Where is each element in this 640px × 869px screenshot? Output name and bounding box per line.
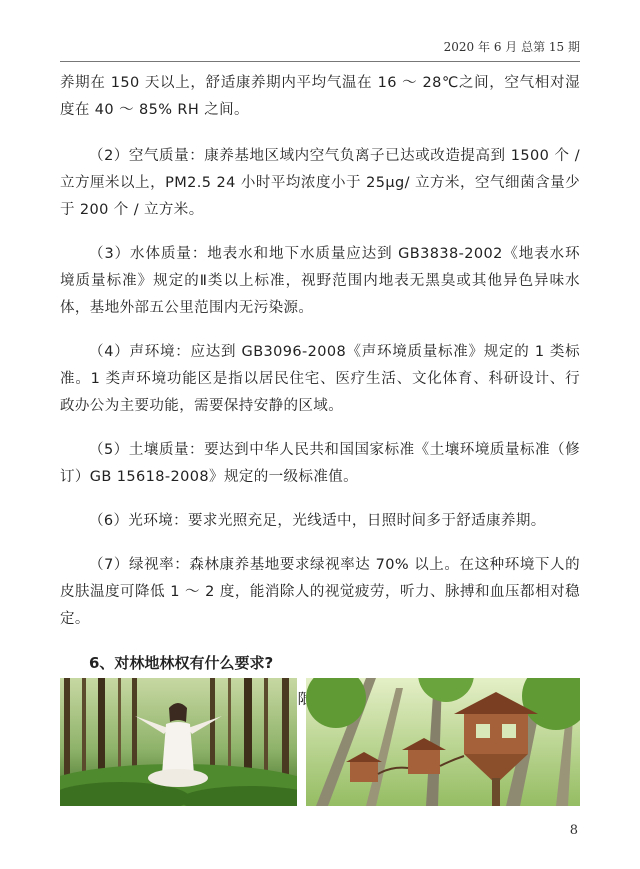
issue-header: 2020 年 6 月 总第 15 期 [443,40,580,54]
paragraph-green-view-rate: （7）绿视率：森林康养基地要求绿视率达 70% 以上。在这种环境下人的皮肤温度可降低 1 ～ 2 度，能消除人的视觉疲劳，听力、脉搏和血压都相对稳定。 [60,557,580,627]
paragraph-water-quality: （3）水体质量：地表水和地下水质量应达到 GB3838-2002《地表水环境质量标准》规定的Ⅱ类以上标准，视野范围内地表无黑臭或其他异色异味水体，基地外部五公里范围内无污染源。 [60,246,580,316]
article-body [60,70,580,731]
paragraph-climate-continued: 养期在 150 天以上，舒适康养期内平均气温在 16 ～ 28℃之间，空气相对湿度在 40 ～ 85% RH 之间。 [60,75,580,118]
photo-row [60,678,580,806]
page-number: 8 [569,823,578,838]
paragraph-air-quality: （2）空气质量：康养基地区域内空气负离子已达或改造提高到 1500 个 / 立方厘米以上，PM2.5 24 小时平均浓度小于 25μg/ 立方米，空气细菌含量少于 200 个 / 立方米。 [60,148,580,218]
treehouses-illustration [306,678,580,806]
treehouse-photo [306,678,580,806]
paragraph-sound-environment: （4）声环境：应达到 GB3096-2008《声环境质量标准》规定的 1 类标准。1 类声环境功能区是指以居民住宅、医疗生活、文化体育、科研设计、行政办公为主要功能，需要保持安静的区域。 [60,344,580,414]
header-divider [60,61,580,62]
paragraph-light-environment: （6）光环境：要求光照充足，光线适中，日照时间多于舒适康养期。 [89,513,546,529]
forest-meditation-photo [60,678,297,806]
woman-meditating-illustration [60,678,297,806]
section-heading-forest-rights: 6、对林地林权有什么要求? [89,654,274,672]
paragraph-soil-quality: （5）土壤质量：要达到中华人民共和国国家标准《土壤环境质量标准（修订）GB 15618-2008》规定的一级标准值。 [60,442,580,485]
